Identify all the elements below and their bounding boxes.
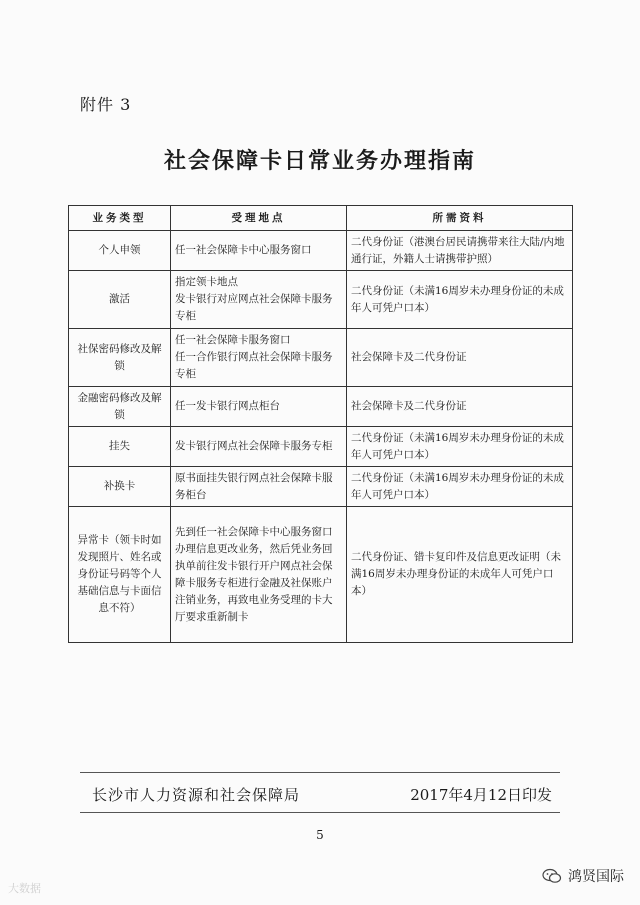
table-row (69, 427, 573, 467)
header-materials: 所需资料 (347, 206, 573, 231)
cell-location: 任一社会保障卡中心服务窗口 (171, 231, 347, 271)
cell-business-type: 金融密码修改及解锁 (69, 387, 171, 427)
cell-materials: 二代身份证（未满16周岁未办理身份证的未成年人可凭户口本） (347, 427, 573, 467)
business-guide-table (68, 205, 573, 643)
document-title: 社会保障卡日常业务办理指南 (163, 148, 476, 174)
cell-location: 任一发卡银行网点柜台 (171, 387, 347, 427)
watermark-right-label: 鸿贤国际 (568, 869, 624, 885)
table-row (69, 387, 573, 427)
cell-business-type: 个人申领 (69, 231, 171, 271)
watermark-right (542, 866, 624, 886)
cell-business-type: 补换卡 (69, 467, 171, 507)
cell-business-type: 挂失 (69, 427, 171, 467)
footer-divider-bottom (80, 812, 560, 813)
table-row (69, 467, 573, 507)
cell-business-type: 社保密码修改及解锁 (69, 329, 171, 387)
cell-materials: 二代身份证、错卡复印件及信息更改证明（未满16周岁未办理身份证的未成年人可凭户口本） (347, 507, 573, 643)
table-row (69, 271, 573, 329)
attachment-label: 附件 3 (80, 95, 132, 114)
issuing-authority: 长沙市人力资源和社会保障局 (92, 786, 301, 804)
footer-divider-top (80, 772, 560, 773)
issue-date: 2017年4月12日印发 (410, 786, 552, 804)
cell-location: 先到任一社会保障卡中心服务窗口办理信息更改业务，然后凭业务回执单前往发卡银行开户网点社会保障卡服务专柜进行金融及社保账户注销业务，再致电业务受理的卡大厅要求重新制卡 (171, 507, 347, 643)
table-header-row (69, 206, 573, 231)
cell-materials: 二代身份证（港澳台居民请携带来往大陆/内地通行证，外籍人士请携带护照） (347, 231, 573, 271)
table-row (69, 329, 573, 387)
cell-location: 原书面挂失银行网点社会保障卡服务柜台 (171, 467, 347, 507)
cell-location: 指定领卡地点 发卡银行对应网点社会保障卡服务专柜 (171, 271, 347, 329)
header-location: 受理地点 (171, 206, 347, 231)
cell-materials: 二代身份证（未满16周岁未办理身份证的未成年人可凭户口本） (347, 271, 573, 329)
cell-location: 发卡银行网点社会保障卡服务专柜 (171, 427, 347, 467)
cell-materials: 二代身份证（未满16周岁未办理身份证的未成年人可凭户口本） (347, 467, 573, 507)
cell-business-type: 激活 (69, 271, 171, 329)
table-row (69, 231, 573, 271)
cell-location: 任一社会保障卡服务窗口 任一合作银行网点社会保障卡服务专柜 (171, 329, 347, 387)
cell-business-type: 异常卡（领卡时如发现照片、姓名或身份证号码等个人基础信息与卡面信息不符） (69, 507, 171, 643)
wechat-icon (542, 868, 562, 884)
watermark-left: 大数据 (8, 882, 41, 895)
cell-materials: 社会保障卡及二代身份证 (347, 329, 573, 387)
cell-materials: 社会保障卡及二代身份证 (347, 387, 573, 427)
header-business-type: 业务类型 (69, 206, 171, 231)
page-number: 5 (316, 828, 324, 842)
table-row (69, 507, 573, 643)
